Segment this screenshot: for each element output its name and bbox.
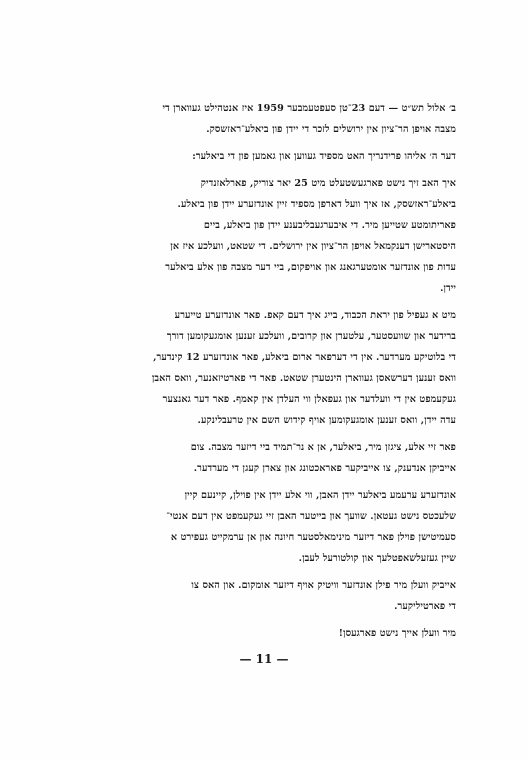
text-line: פאריתומטע שטייען מיר. די איבערגעבליבענע יידן פון ביאלע, ביים xyxy=(203,220,456,231)
text-line: אונדזערע ערעמע ביאלער יידן האבן, ווי אלע יידן אין פוילן, קיינעם קיין xyxy=(184,490,456,501)
text-line: ברידער און שוועסטער, עלטערן און קרובים, וועלכע זענען אומגעקומען דורך xyxy=(166,331,456,342)
text-line: פאר זיי אלע, ציגזן מיר, ביאלער, אן א נר־תמיד ביי דיזער מצבה. צום xyxy=(190,442,456,453)
paragraph-1 xyxy=(72,98,456,140)
paragraph-2 xyxy=(72,146,456,167)
text-line: מיט א געפיל פון יראת הכבוד, בייג איך דעם קאפ. פאר אונדזערע טייערע xyxy=(174,310,456,321)
text-line: געקעמפט אין די וועלדער און געפאלן ווי העלדן אין קאמף. פאר דער גאנצער xyxy=(162,394,456,405)
text-line: מיר וועלן אייך נישט פארגעסן! xyxy=(338,628,456,639)
text-line: יידן. xyxy=(440,283,456,294)
paragraph-4 xyxy=(72,305,456,431)
text-line: די בלוטיקע מערדער. אין די דערפאר ארום ביאלע, פאר אונדזערע 12 קינדער, xyxy=(153,352,456,363)
text-line: ב׳ אלול תש״ט — דעם 23־טן סעפטעמבער 1959 איז אנטהילט געווארן די xyxy=(162,103,456,114)
paragraph-8 xyxy=(72,623,456,644)
text-line: מצבה אויפן הר־ציון אין ירושלים לזכר די יידן פון ביאלע־ראזשסק. xyxy=(206,124,456,135)
text-line: ביאלע־ראזשסק, אז איך וועל דארפן מספיד זיין אונדזערע יידן פון ביאלע. xyxy=(177,199,456,210)
text-line: שיין געזעלשאפטלעך און קולטורעל לעבן. xyxy=(298,553,456,564)
text-line: דער ה׳ אליהו פרידנריך האט מספיד געווען און גאמען פון די ביאלער: xyxy=(192,151,456,162)
text-line: עדות פון אונדזער אומטערגאנג און אויפקום, ביי דער מצבה פון אלע ביאלער xyxy=(165,262,456,273)
text-line: שלעכטס נישט געטאן. שוועך און בייטער האבן זיי געקעמפט אין דעם אנטי־ xyxy=(166,511,456,522)
paragraph-5 xyxy=(72,437,456,479)
text-line: וואס זענען דערשאסן געווארן הינטערן שטאט. פאר די פארטיזאנער, וואס האבן xyxy=(151,373,456,384)
paragraph-3 xyxy=(72,173,456,299)
text-line: עדה יידן, וואס זענען אומגעקומען אויף קידוש השם אין טרעבלינקע. xyxy=(197,415,456,426)
text-line: סעמיטישן פוילן פאר דיזער מינימאלסטער חיונה און אן ערמקייט געפירט א xyxy=(170,532,456,543)
text-line: אייביק וועלן מיר פילן אונדזער וויטיק אויף דיזער אומקום. און האס צו xyxy=(191,580,456,591)
paragraph-6 xyxy=(72,485,456,569)
text-line: די פארטיליקער. xyxy=(394,601,456,612)
paragraph-7 xyxy=(72,575,456,617)
page-number: — 11 — xyxy=(239,652,289,666)
text-line: היסטארישן דענקמאל אויפן הר־ציון אין ירושלים. די שטאט, וועלכע איז אן xyxy=(170,241,456,252)
text-line: איך האב זיך נישט פארגעשטעלט מיט 25 יאר צוריק, פארלאזנדיק xyxy=(200,178,456,189)
body-text xyxy=(72,98,456,650)
text-line: אייביקן אנדענק, צו אייביקער פאראכטונג און צארן קעגן די מערדער. xyxy=(193,463,456,474)
